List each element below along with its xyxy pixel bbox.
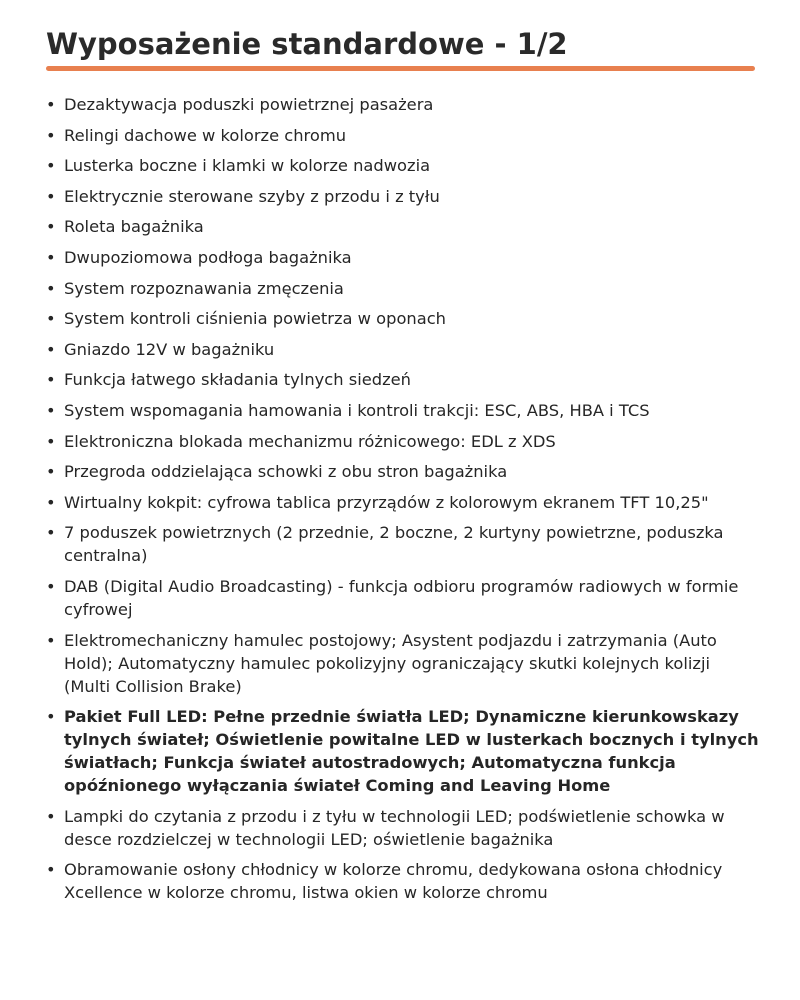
list-item <box>46 705 760 797</box>
list-item <box>46 460 760 483</box>
list-item-text: System kontroli ciśnienia powietrza w oponach <box>64 309 446 329</box>
list-item <box>46 185 760 208</box>
list-item-text: Roleta bagażnika <box>64 217 204 237</box>
bullet-icon: • <box>46 462 56 482</box>
list-item <box>46 858 760 904</box>
bullet-icon: • <box>46 400 56 420</box>
list-item-text: System wspomagania hamowania i kontroli trakcji: ESC, ABS, HBA i TCS <box>64 400 650 420</box>
bullet-icon: • <box>46 217 56 237</box>
list-item <box>46 277 760 300</box>
bullet-icon: • <box>46 370 56 390</box>
list-item <box>46 246 760 269</box>
bullet-icon: • <box>46 309 56 329</box>
list-item <box>46 399 760 422</box>
list-item <box>46 521 760 567</box>
list-item <box>46 307 760 330</box>
bullet-icon: • <box>46 431 56 451</box>
bullet-icon: • <box>46 492 56 512</box>
list-item-text: Dezaktywacja poduszki powietrznej pasażera <box>64 95 434 114</box>
list-item-text: Lusterka boczne i klamki w kolorze nadwozia <box>64 156 431 176</box>
list-item <box>46 629 760 698</box>
bullet-icon: • <box>46 860 56 880</box>
list-item <box>46 575 760 621</box>
list-item-text: Funkcja łatwego składania tylnych siedzeń <box>64 370 411 390</box>
bullet-icon: • <box>46 125 56 145</box>
title-divider <box>46 66 755 71</box>
equipment-list <box>46 93 760 912</box>
bullet-icon: • <box>46 278 56 298</box>
list-item <box>46 368 760 391</box>
bullet-icon: • <box>46 806 56 826</box>
list-item-text: Elektromechaniczny hamulec postojowy; Asystent podjazdu i zatrzymania (Auto Hold); Automatyczny hamulec pokolizyjny ograniczający skutki kolejnych kolizji (Multi Collision Brake) <box>64 630 717 696</box>
list-item-text: Relingi dachowe w kolorze chromu <box>64 125 347 145</box>
list-item <box>46 124 760 147</box>
bullet-icon: • <box>46 186 56 206</box>
bullet-icon: • <box>46 339 56 359</box>
list-item <box>46 215 760 238</box>
list-item <box>46 93 760 116</box>
list-item <box>46 491 760 514</box>
bullet-icon: • <box>46 95 56 114</box>
list-item-text: Dwupoziomowa podłoga bagażnika <box>64 247 352 267</box>
list-item-text: Obramowanie osłony chłodnicy w kolorze chromu, dedykowana osłona chłodnicy Xcellence w kolorze chromu, listwa okien w kolorze chromu <box>64 860 723 903</box>
list-item <box>46 154 760 177</box>
bullet-icon: • <box>46 523 56 543</box>
page-title: Wyposażenie standardowe - 1/2 <box>46 27 568 61</box>
bullet-icon: • <box>46 156 56 176</box>
list-item-text: System rozpoznawania zmęczenia <box>64 278 344 298</box>
list-item-text: Przegroda oddzielająca schowki z obu stron bagażnika <box>64 462 508 482</box>
list-item-text: Elektrycznie sterowane szyby z przodu i z tyłu <box>64 186 440 206</box>
list-item-text: Lampki do czytania z przodu i z tyłu w technologii LED; podświetlenie schowka w desce rozdzielczej w technologii LED; oświetlenie bagażnika <box>64 806 725 849</box>
bullet-icon: • <box>46 707 56 727</box>
list-item-text: Gniazdo 12V w bagażniku <box>64 339 275 359</box>
bullet-icon: • <box>46 630 56 650</box>
list-item-text: Pakiet Full LED: Pełne przednie światła LED; Dynamiczne kierunkowskazy tylnych świateł; Oświetlenie powitalne LED w lusterkach bocznych i tylnych światłach; Funkcja świateł autostradowych; Automatyczna funkcja opóźnionego wyłączania świateł Coming and Leaving Home <box>64 707 759 796</box>
bullet-icon: • <box>46 247 56 267</box>
list-item-text: 7 poduszek powietrznych (2 przednie, 2 boczne, 2 kurtyny powietrzne, poduszka centralna) <box>64 523 724 566</box>
list-item <box>46 805 760 851</box>
bullet-icon: • <box>46 576 56 596</box>
list-item-text: DAB (Digital Audio Broadcasting) - funkcja odbioru programów radiowych w formie cyfrowej <box>64 576 739 619</box>
list-item-text: Wirtualny kokpit: cyfrowa tablica przyrządów z kolorowym ekranem TFT 10,25" <box>64 492 709 512</box>
list-item <box>46 338 760 361</box>
list-item <box>46 430 760 453</box>
list-item-text: Elektroniczna blokada mechanizmu różnicowego: EDL z XDS <box>64 431 556 451</box>
